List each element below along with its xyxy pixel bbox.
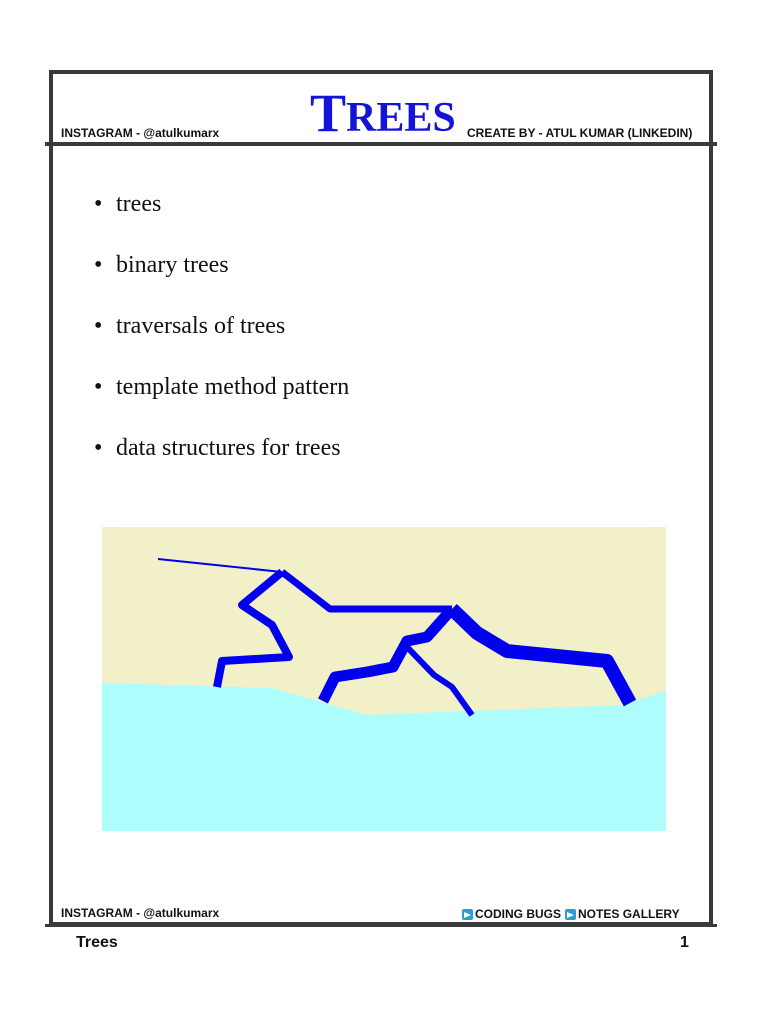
- footer-instagram-handle: INSTAGRAM - @atulkumarx: [61, 906, 220, 920]
- bullet-icon: •: [94, 191, 103, 217]
- footer-divider: [45, 924, 717, 927]
- topic-item: • binary trees: [94, 247, 349, 308]
- bullet-icon: •: [94, 313, 103, 339]
- bullet-icon: •: [94, 435, 103, 461]
- telegram-icon: [565, 909, 576, 920]
- telegram-icon: [462, 909, 473, 920]
- coding-bugs-link[interactable]: CODING BUGS: [475, 907, 562, 921]
- topic-item: • data structures for trees: [94, 430, 349, 491]
- title-rest: REES: [346, 95, 456, 141]
- bullet-icon: •: [94, 374, 103, 400]
- header-divider: [45, 142, 717, 146]
- page-number: 1: [680, 934, 689, 951]
- header-instagram-handle: INSTAGRAM - @atulkumarx: [61, 126, 220, 140]
- topic-item: • template method pattern: [94, 369, 349, 430]
- topic-list: [94, 186, 349, 491]
- bullet-icon: •: [94, 252, 103, 278]
- title-initial: T: [310, 83, 347, 143]
- topic-item: • trees: [94, 186, 349, 247]
- river-tree-illustration: [102, 527, 666, 831]
- page-title: [310, 83, 456, 143]
- header-credit: CREATE BY - ATUL KUMAR (LINKEDIN): [467, 126, 693, 140]
- topic-item: • traversals of trees: [94, 308, 349, 369]
- notes-gallery-link[interactable]: NOTES GALLERY: [578, 907, 680, 921]
- section-label: Trees: [76, 934, 118, 951]
- footer-links: [462, 907, 680, 921]
